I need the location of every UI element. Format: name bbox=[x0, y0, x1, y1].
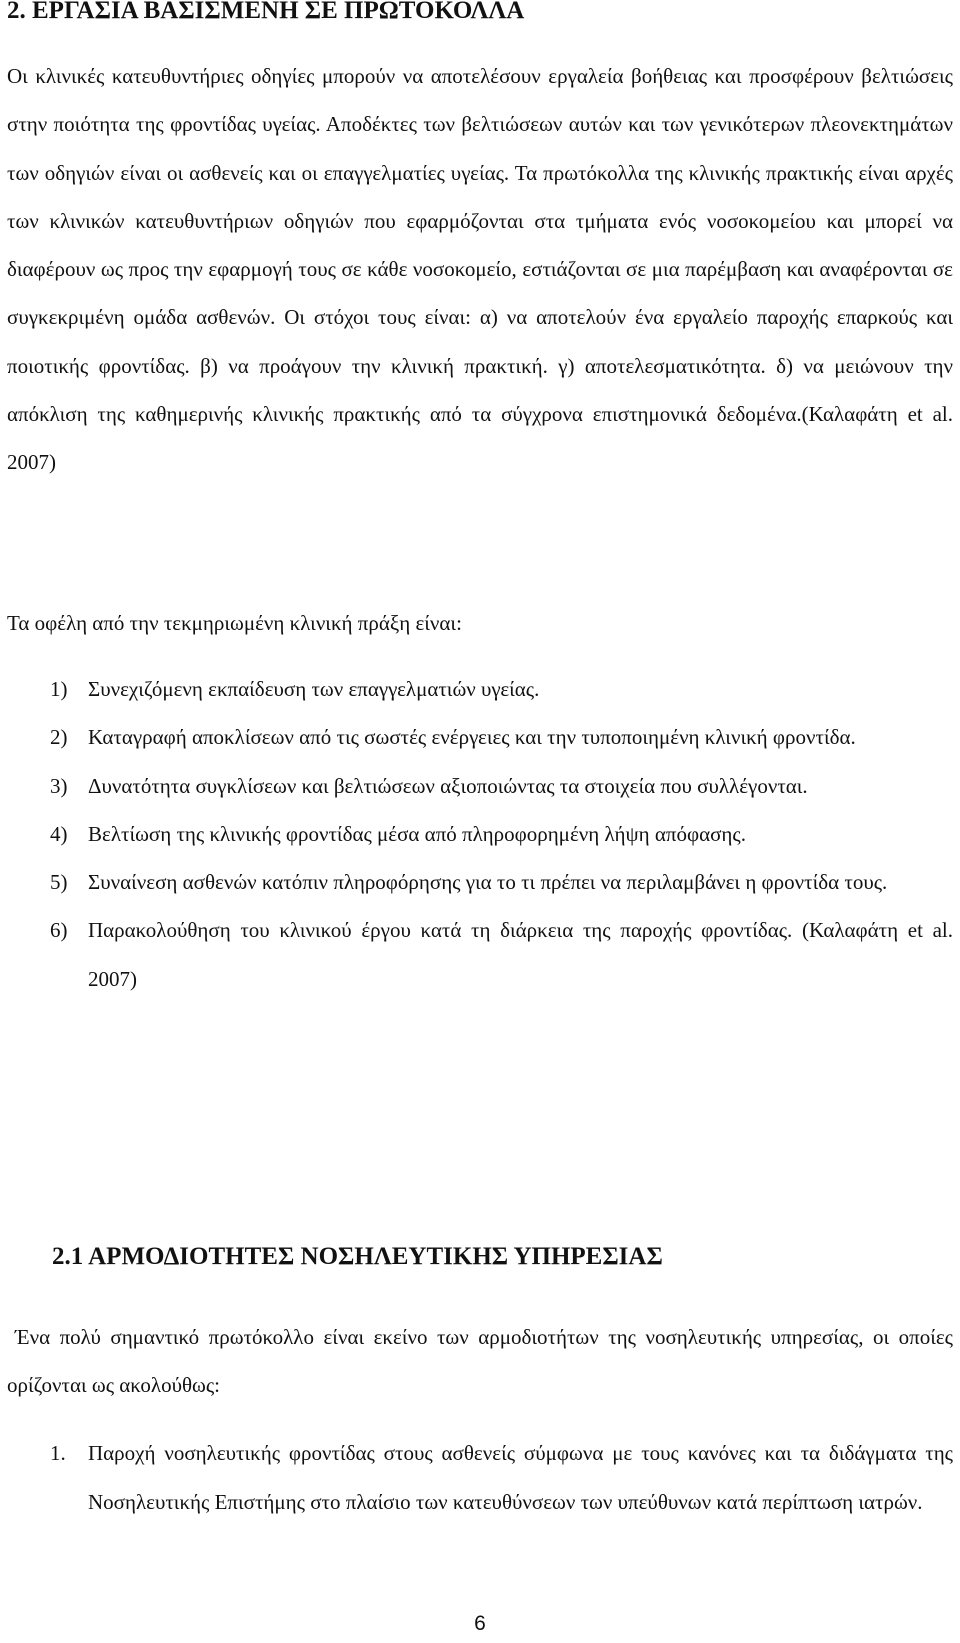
list-item-number: 5) bbox=[50, 870, 68, 895]
list-item-number: 2) bbox=[50, 725, 68, 750]
list-item bbox=[7, 810, 953, 858]
page-number: 6 bbox=[474, 1612, 486, 1635]
subsection-heading: 2.1 ΑΡΜΟΔΙΟΤΗΤΕΣ ΝΟΣΗΛΕΥΤΙΚΗΣ ΥΠΗΡΕΣΙΑΣ bbox=[52, 1243, 663, 1270]
subsection-paragraph: Ένα πολύ σημαντικό πρωτόκολλο είναι εκείνο των αρμοδιοτήτων της νοσηλευτικής υπηρεσίας, οι οποίες ορίζονται ως ακολούθως: bbox=[7, 1325, 953, 1398]
list-item-number: 1. bbox=[50, 1441, 66, 1465]
list-item-number: 3) bbox=[50, 773, 68, 798]
section-heading: 2. ΕΡΓΑΣΙΑ ΒΑΣΙΣΜΕΝΗ ΣΕ ΠΡΩΤΟΚΟΛΛΑ bbox=[7, 0, 525, 24]
list-item-text: Παροχή νοσηλευτικής φροντίδας στους ασθενείς σύμφωνα με τους κανόνες και τα διδάγματα της Νοσηλευτικής Επιστήμης στο πλαίσιο των κατευθύνσεων των υπεύθυνων κατά περίπτωση ιατρών. bbox=[88, 1441, 953, 1514]
list-item-text: Δυνατότητα συγκλίσεων και βελτιώσεων αξιοποιώντας τα στοιχεία που συλλέγονται. bbox=[88, 773, 808, 798]
list-item-text: Καταγραφή αποκλίσεων από τις σωστές ενέργειες και την τυποποιημένη κλινική φροντίδα. bbox=[88, 725, 856, 750]
list-item bbox=[7, 1429, 953, 1527]
list-item-text: Συνεχιζόμενη εκπαίδευση των επαγγελματιών υγείας. bbox=[88, 677, 540, 701]
list-item-text: Συναίνεση ασθενών κατόπιν πληροφόρησης για το τι πρέπει να περιλαμβάνει η φροντίδα τους. bbox=[88, 870, 888, 895]
list-item bbox=[7, 858, 953, 906]
list-item-text: Βελτίωση της κλινικής φροντίδας μέσα από πληροφορημένη λήψη απόφασης. bbox=[88, 821, 746, 846]
list-item bbox=[7, 665, 953, 713]
benefits-list bbox=[7, 665, 953, 1003]
list-item-number: 6) bbox=[50, 918, 68, 943]
list-item-text: Παρακολούθηση του κλινικού έργου κατά τη διάρκεια της παροχής φροντίδας. (Καλαφάτη et al. 2007) bbox=[88, 918, 953, 991]
intro-paragraph: Οι κλινικές κατευθυντήριες οδηγίες μπορούν να αποτελέσουν εργαλεία βοήθειας και προσφέρουν βελτιώσεις στην ποιότητα της φροντίδας υγείας. Αποδέκτες των βελτιώσεων αυτών και των γενικότερων πλεονεκτημάτων των οδηγιών είναι οι ασθενείς και οι επαγγελματίες υγείας. Τα πρωτόκολλα της κλινικής πρακτικής είναι αρχές των κλινικών κατευθυντήριων οδηγιών που εφαρμόζονται στα τμήματα ενός νοσοκομείου και μπορεί να διαφέρουν ως προς την εφαρμογή τους σε κάθε νοσοκομείο, εστιάζονται σε μια παρέμβαση και αναφέρονται σε συγκεκριμένη ομάδα ασθενών. Οι στόχοι τους είναι: α) να αποτελούν ένα εργαλείο παροχής επαρκούς και ποιοτικής φροντίδας. β) να προάγουν την κλινική πρακτική. γ) αποτελεσματικότητα. δ) να μειώνουν την απόκλιση της καθημερινής κλινικής πρακτικής από τα σύγχρονα επιστημονικά δεδομένα.(Καλαφάτη et al. 2007) bbox=[7, 64, 953, 475]
list-item bbox=[7, 906, 953, 1003]
list-item bbox=[7, 713, 953, 761]
responsibilities-list bbox=[7, 1429, 953, 1527]
list-item-number: 1) bbox=[50, 677, 68, 701]
benefits-intro: Τα οφέλη από την τεκμηριωμένη κλινική πράξη είναι: bbox=[7, 611, 462, 635]
list-item bbox=[7, 762, 953, 810]
list-item-number: 4) bbox=[50, 821, 68, 846]
